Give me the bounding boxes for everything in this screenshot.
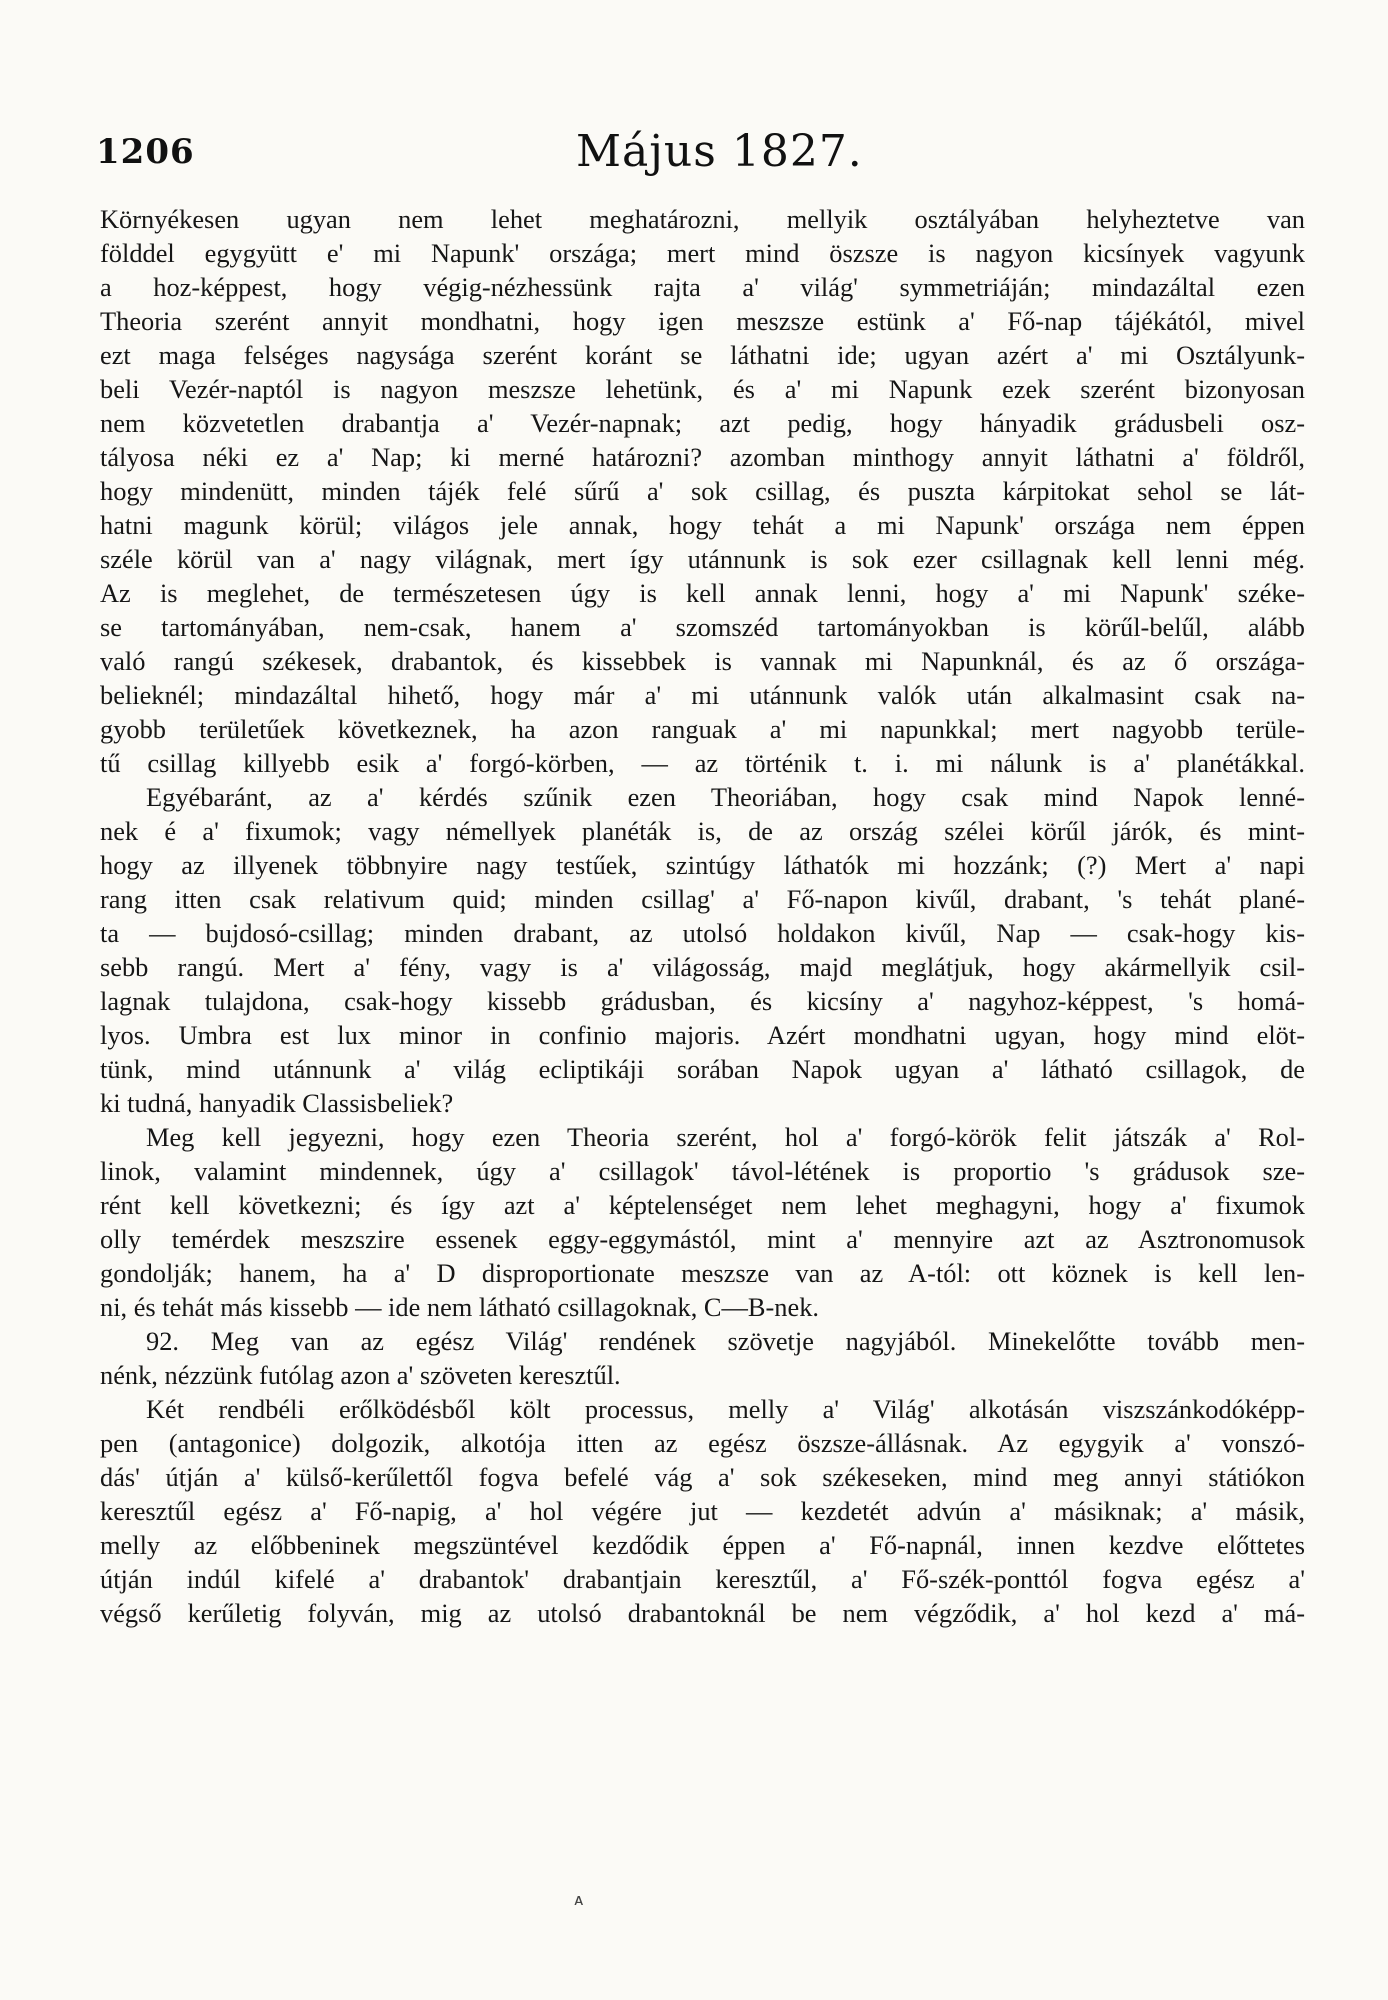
text-line: lyos. Umbra est lux minor in confinio majoris. Azért mondhatni ugyan, hogy mind elöt- <box>100 1020 1305 1050</box>
text-line: tű csillag killyebb esik a' forgó-körben, — az történik t. i. mi nálunk is a' planétákkal. <box>100 748 1305 778</box>
text-line: tünk, mind utánnunk a' világ ecliptikáji sorában Napok ugyan a' látható csillagok, de <box>100 1054 1305 1084</box>
text-line: pen (antagonice) dolgozik, alkotója itten az egész öszsze-állásnak. Az egygyik a' vonszó- <box>100 1428 1305 1458</box>
text-line: Két rendbéli erőlködésből költ processus, melly a' Világ' alkotásán viszszánkodóképp- <box>146 1394 1305 1424</box>
text-line: ezt maga felséges nagysága szerént koránt se láthatni ide; ugyan azért a' mi Osztályunk- <box>100 340 1305 370</box>
page-number: 1206 <box>96 132 195 172</box>
text-line: gondolják; hanem, ha a' D disproportionate meszsze van az A-tól: ott köznek is kell len- <box>100 1258 1305 1288</box>
text-line: sebb rangú. Mert a' fény, vagy is a' világosság, majd meglátjuk, hogy akármellyik csil- <box>100 952 1305 982</box>
text-line: beli Vezér-naptól is nagyon meszsze lehetünk, és a' mi Napunk ezek szerént bizonyosan <box>100 374 1305 404</box>
text-line: Környékesen ugyan nem lehet meghatározni, mellyik osztályában helyheztetve van <box>100 204 1305 234</box>
page-header <box>96 120 1296 190</box>
text-line: se tartományában, nem-csak, hanem a' szomszéd tartományokban is körűl-belűl, alább <box>100 612 1305 642</box>
text-line: nénk, nézzünk futólag azon a' szöveten keresztűl. <box>100 1360 621 1390</box>
text-line: nem közvetetlen drabantja a' Vezér-napnak; azt pedig, hogy hányadik grádusbeli osz- <box>100 408 1305 438</box>
text-line: Theoria szerént annyit mondhatni, hogy igen meszsze estünk a' Fő-nap tájékától, mivel <box>100 306 1305 336</box>
text-line: rang itten csak relativum quid; minden csillag' a' Fő-napon kivűl, drabant, 's tehát plané- <box>100 884 1305 914</box>
text-line: Meg kell jegyezni, hogy ezen Theoria szerént, hol a' forgó-körök felit játszák a' Rol- <box>146 1122 1305 1152</box>
footer-mark: ᴀ <box>574 1890 584 1909</box>
text-line: hatni magunk körül; világos jele annak, hogy tehát a mi Napunk' országa nem éppen <box>100 510 1305 540</box>
text-line: Az is meglehet, de természetesen úgy is kell annak lenni, hogy a' mi Napunk' széke- <box>100 578 1305 608</box>
text-line: melly az előbbeninek megszüntével kezdődik éppen a' Fő-napnál, innen kezdve előttetes <box>100 1530 1305 1560</box>
text-line: hogy mindenütt, minden tájék felé sűrű a' sok csillag, és puszta kárpitokat sehol se lát- <box>100 476 1305 506</box>
text-line: belieknél; mindazáltal hihető, hogy már a' mi utánnunk valók után alkalmasint csak na- <box>100 680 1305 710</box>
text-line: rént kell következni; és így azt a' képtelenséget nem lehet meghagyni, hogy a' fixumok <box>100 1190 1305 1220</box>
text-line: keresztűl egész a' Fő-napig, a' hol végére jut — kezdetét advún a' másiknak; a' másik, <box>100 1496 1305 1526</box>
text-line: útján indúl kifelé a' drabantok' drabantjain keresztűl, a' Fő-szék-ponttól fogva egész a' <box>100 1564 1305 1594</box>
text-line: nek é a' fixumok; vagy némellyek planéták is, de az ország szélei körűl járók, és mint- <box>100 816 1305 846</box>
text-line: hogy az illyenek többnyire nagy testűek, szintúgy láthatók mi hozzánk; (?) Mert a' napi <box>100 850 1305 880</box>
text-line: ni, és tehát más kissebb — ide nem látható csillagoknak, C—B-nek. <box>100 1292 820 1322</box>
text-line: a hoz-képpest, hogy végig-nézhessünk rajta a' világ' symmetriáján; mindazáltal ezen <box>100 272 1305 302</box>
running-title: Május 1827. <box>576 126 863 177</box>
body-text <box>100 202 1305 1630</box>
text-line: ta — bujdosó-csillag; minden drabant, az utolsó holdakon kivűl, Nap — csak-hogy kis- <box>100 918 1305 948</box>
text-line: végső kerűletig folyván, mig az utolsó drabantoknál be nem végződik, a' hol kezd a' má- <box>100 1598 1305 1628</box>
text-line: 92. Meg van az egész Világ' rendének szövetje nagyjából. Minekelőtte tovább men- <box>146 1326 1305 1356</box>
text-line: földdel egygyütt e' mi Napunk' országa; mert mind öszsze is nagyon kicsínyek vagyunk <box>100 238 1305 268</box>
text-line: tályosa néki ez a' Nap; ki merné határozni? azomban minthogy annyit láthatni a' földről, <box>100 442 1305 472</box>
text-line: dás' útján a' külső-kerűlettől fogva befelé vág a' sok székeseken, mind meg annyi státiókon <box>100 1462 1305 1492</box>
text-line: lagnak tulajdona, csak-hogy kissebb grádusban, és kicsíny a' nagyhoz-képpest, 's homá- <box>100 986 1305 1016</box>
text-line: való rangú székesek, drabantok, és kissebbek is vannak mi Napunknál, és az ő országa- <box>100 646 1305 676</box>
text-line: linok, valamint mindennek, úgy a' csillagok' távol-létének is proportio 's grádusok sze- <box>100 1156 1305 1186</box>
text-line: ki tudná, hanyadik Classisbeliek? <box>100 1088 454 1118</box>
text-line: széle körül van a' nagy világnak, mert így utánnunk is sok ezer csillagnak kell lenni még. <box>100 544 1305 574</box>
text-line: Egyébaránt, az a' kérdés szűnik ezen Theoriában, hogy csak mind Napok lenné- <box>146 782 1305 812</box>
text-line: olly temérdek meszszire essenek eggy-eggymástól, mint a' mennyire azt az Asztronomusok <box>100 1224 1305 1254</box>
text-line: gyobb területűek következnek, ha azon ranguak a' mi napunkkal; mert nagyobb terüle- <box>100 714 1305 744</box>
